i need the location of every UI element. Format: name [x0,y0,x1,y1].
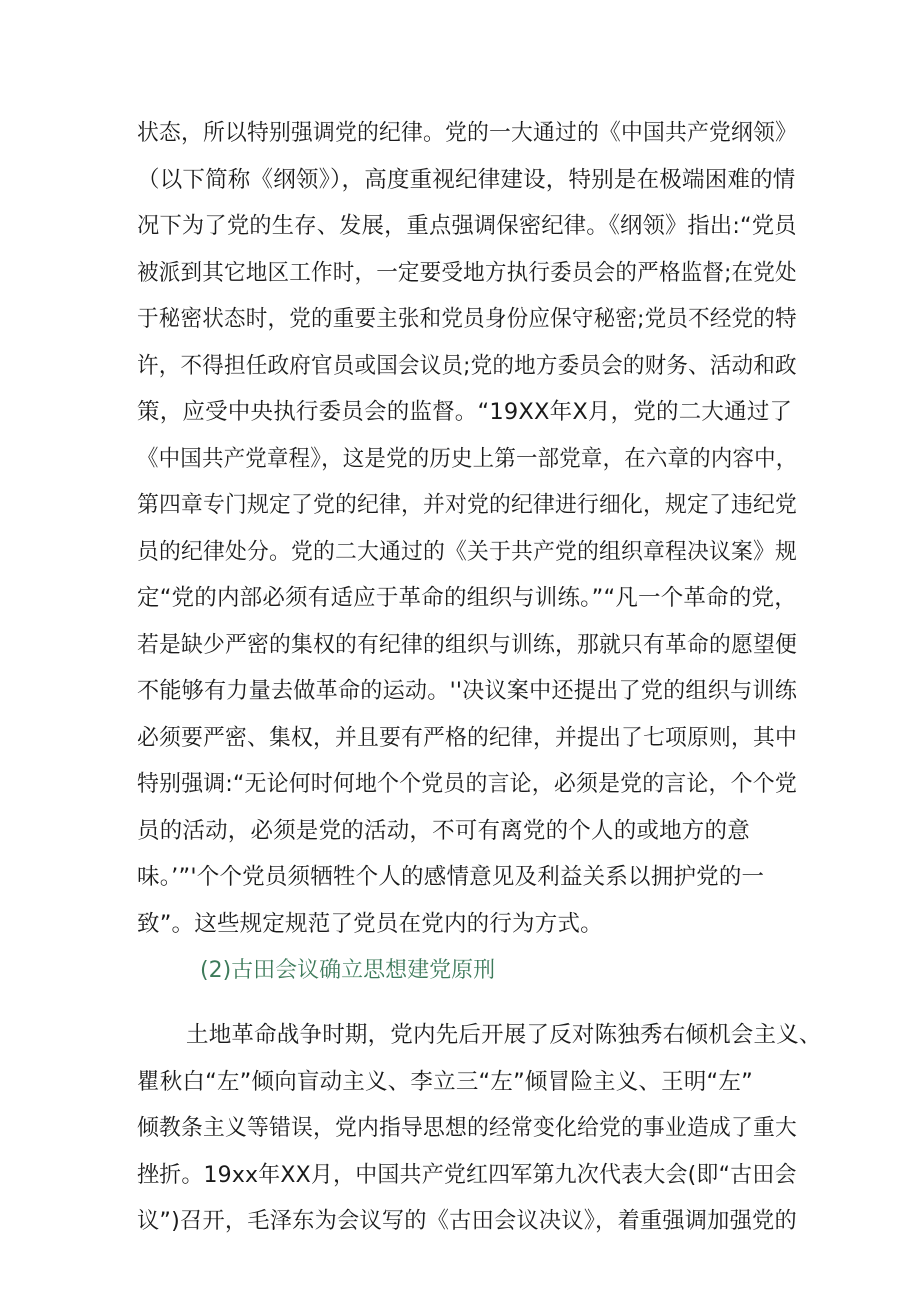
paragraph-line: 定“党的内部必须有适应于革命的组织与训练。”“凡一个革命的党， [137,585,797,611]
paragraph-line: 不能够有力量去做革命的运动。''决议案中还提出了党的组织与训练 [137,678,798,704]
paragraph-line: 《中国共产党章程》，这是党的历史上第一部党章，在六章的内容中， [137,446,798,472]
paragraph-line: 倾教条主义等错误，党内指导思想的经常变化给党的事业造成了重大 [137,1115,798,1141]
paragraph-line: 致”。这些规定规范了党员在党内的行为方式。 [137,911,603,937]
paragraph-line: 议”)召开，毛泽东为会议写的《古田会议决议》，着重强调加强党的 [137,1208,797,1234]
paragraph-line: 挫折。19xx年XX月，中国共产党红四军第九次代表大会(即“古田会 [137,1162,797,1188]
paragraph-line: 况下为了党的生存、发展，重点强调保密纪律。《纲领》指出:“党员 [137,213,797,239]
paragraph-line: 许，不得担任政府官员或国会议员;党的地方委员会的财务、活动和政 [137,353,797,379]
paragraph-line: 味。’”'个个党员须牺牲个人的感情意见及利益关系以拥护党的一 [137,864,765,890]
paragraph-line: 策，应受中央执行委员会的监督。“19XX年X月，党的二大通过了 [137,399,793,425]
paragraph-line: 第四章专门规定了党的纪律，并对党的纪律进行细化，规定了违纪党 [137,492,798,518]
paragraph-line: 特别强调:“无论何时何地个个党员的言论，必须是党的言论，个个党 [137,771,797,797]
paragraph-line: 被派到其它地区工作时，一定要受地方执行委员会的严格监督;在党处 [137,260,797,286]
paragraph-line: 员的活动，必须是党的活动，不可有离党的个人的或地方的意 [137,818,750,844]
paragraph-line: 状态，所以特别强调党的纪律。党的一大通过的《中国共产党纲领》 [137,120,798,146]
paragraph-line: 于秘密状态时，党的重要主张和党员身份应保守秘密;党员不经党的特 [137,306,797,332]
paragraph-line: 员的纪律处分。党的二大通过的《关于共产党的组织章程决议案》规 [137,539,798,565]
paragraph-line: 瞿秋白“左”倾向盲动主义、李立三“左”倾冒险主义、王明“左” [137,1069,753,1095]
paragraph-line: （以下简称《纲领》），高度重视纪律建设，特别是在极端困难的情 [137,167,796,193]
paragraph-line: 土地革命战争时期，党内先后开展了反对陈独秀右倾机会主义、 [186,1022,822,1048]
paragraph-line: 必须要严密、集权，并且要有严格的纪律，并提出了七项原则，其中 [137,725,798,751]
paragraph-line: 若是缺少严密的集权的有纪律的组织与训练，那就只有革命的愿望便 [137,632,798,658]
section-heading: (2)古田会议确立思想建党原刑 [200,958,496,983]
